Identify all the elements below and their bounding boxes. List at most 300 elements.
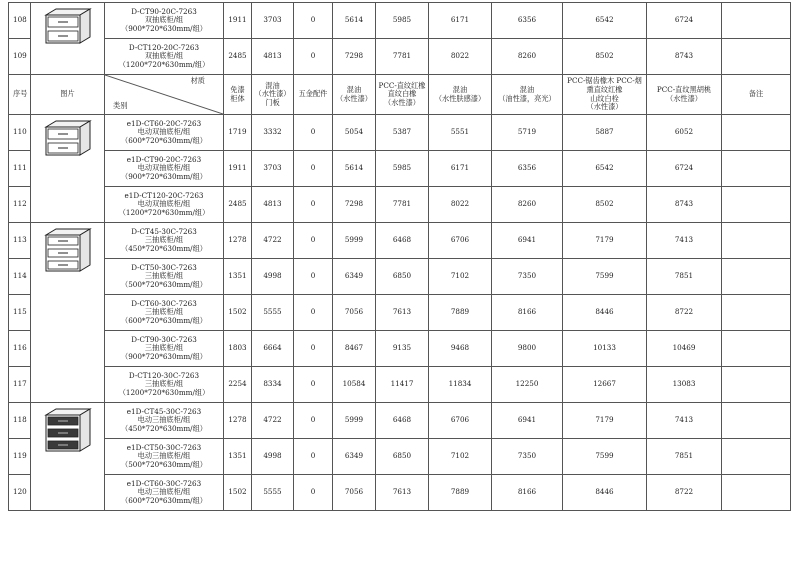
price-cell <box>224 187 252 223</box>
price-cell <box>722 223 791 259</box>
header-row <box>9 75 791 115</box>
price-value: 1719 <box>228 127 247 137</box>
price-value: 10584 <box>342 379 366 389</box>
price-value: 7781 <box>392 199 412 209</box>
model-line: e1D-CT90-20C-7263 <box>126 154 202 164</box>
price-value: 6052 <box>674 127 694 137</box>
price-cell <box>224 475 252 511</box>
price-cell <box>333 259 376 295</box>
price-cell <box>647 367 722 403</box>
price-value: 6468 <box>392 235 412 245</box>
price-cell <box>333 187 376 223</box>
price-value: 6706 <box>450 415 470 425</box>
model-line: D-CT50-30C-7263 <box>131 262 197 272</box>
price-cell <box>294 115 333 151</box>
header-col-line: 混油 <box>346 84 362 94</box>
model-line: D-CT90-30C-7263 <box>131 334 197 344</box>
price-cell <box>294 151 333 187</box>
price-value: 7179 <box>595 235 614 245</box>
model-line: （500*720*630mm/组） <box>121 279 207 289</box>
model-line: D-CT120-20C-7263 <box>128 42 200 52</box>
model-line: （600*720*630mm/组） <box>121 315 207 325</box>
model-line: 电动双抽底柜/组 <box>137 199 191 209</box>
model-line: （900*720*630mm/组） <box>121 351 207 361</box>
table-row <box>9 367 791 403</box>
price-cell <box>333 403 376 439</box>
price-cell <box>252 331 294 367</box>
price-cell <box>722 367 791 403</box>
price-value: 7851 <box>674 271 694 281</box>
price-value: 1803 <box>228 343 247 353</box>
price-cell <box>294 475 333 511</box>
model-line: 电动双抽底柜/组 <box>137 163 191 173</box>
price-cell <box>647 439 722 475</box>
price-value: 8166 <box>517 307 537 317</box>
electric-two-drawer-cabinet-icon <box>36 115 100 159</box>
price-cell <box>376 295 429 331</box>
price-value: 2485 <box>228 199 247 209</box>
price-cell <box>563 295 647 331</box>
row-number: 113 <box>13 235 27 245</box>
price-cell <box>647 39 722 75</box>
header-col-line: （水性漆） <box>666 93 702 103</box>
price-value: 5551 <box>450 127 470 137</box>
row-number: 115 <box>13 307 27 317</box>
header-col <box>429 75 492 115</box>
model-line: 双抽底柜/组 <box>144 51 184 61</box>
table-row <box>9 331 791 367</box>
header-col <box>563 75 647 115</box>
price-value: 5999 <box>344 415 364 425</box>
image-cell <box>31 3 105 75</box>
price-value: 0 <box>310 163 316 173</box>
header-col-line: 混油 <box>519 84 535 94</box>
price-cell <box>376 151 429 187</box>
price-cell <box>647 295 722 331</box>
header-col-line: 免漆 <box>230 84 245 94</box>
price-value: 6941 <box>517 235 537 245</box>
price-value: 0 <box>310 343 316 353</box>
model-line: D-CT120-30C-7263 <box>128 370 200 380</box>
price-cell <box>294 295 333 331</box>
model-cell <box>105 223 224 259</box>
row-number: 119 <box>13 451 27 461</box>
price-value: 6356 <box>517 163 537 173</box>
price-value: 4722 <box>263 415 282 425</box>
row-number-cell <box>9 475 31 511</box>
price-cell <box>294 3 333 39</box>
header-col-line: （水性肤感漆） <box>434 93 486 103</box>
model-cell <box>105 331 224 367</box>
header-col <box>647 75 722 115</box>
price-value: 7781 <box>392 51 412 61</box>
model-line: e1D-CT60-20C-7263 <box>126 118 202 128</box>
price-value: 8166 <box>517 487 537 497</box>
model-line: 电动三抽底柜/组 <box>137 487 191 497</box>
price-value: 8743 <box>674 199 694 209</box>
price-cell <box>722 403 791 439</box>
price-cell <box>492 259 563 295</box>
price-value: 6468 <box>392 415 412 425</box>
header-col-line: PCC-直纹黑胡桃 <box>656 84 712 94</box>
table-row <box>9 39 791 75</box>
price-value: 6171 <box>450 15 470 25</box>
model-line: 三抽底柜/组 <box>144 235 184 245</box>
price-cell <box>294 39 333 75</box>
header-image <box>31 75 105 115</box>
header-material-category <box>105 75 224 115</box>
price-value: 2254 <box>228 379 247 389</box>
price-cell <box>429 295 492 331</box>
header-category-label: 类别 <box>113 101 128 111</box>
price-value: 8502 <box>595 199 614 209</box>
row-number: 112 <box>13 199 27 209</box>
price-cell <box>563 39 647 75</box>
row-number: 118 <box>13 415 27 425</box>
model-line: （600*720*630mm/组） <box>121 135 207 145</box>
model-cell <box>105 187 224 223</box>
price-cell <box>252 115 294 151</box>
header-col <box>252 75 294 115</box>
price-cell <box>492 403 563 439</box>
price-cell <box>333 475 376 511</box>
header-col-line: 混油 <box>452 84 468 94</box>
header-col-line: （水性漆） <box>384 97 420 107</box>
row-number: 109 <box>13 51 27 61</box>
price-cell <box>722 3 791 39</box>
price-value: 4998 <box>263 451 282 461</box>
header-col <box>376 75 429 115</box>
price-cell <box>429 439 492 475</box>
price-cell <box>492 39 563 75</box>
price-value: 5985 <box>392 15 412 25</box>
price-cell <box>563 187 647 223</box>
price-value: 6171 <box>450 163 470 173</box>
price-cell <box>333 115 376 151</box>
price-value: 5555 <box>263 307 282 317</box>
price-cell <box>224 3 252 39</box>
price-value: 7179 <box>595 415 614 425</box>
price-cell <box>376 115 429 151</box>
price-value: 8334 <box>263 379 282 389</box>
price-cell <box>252 403 294 439</box>
price-value: 0 <box>310 199 316 209</box>
price-value: 4813 <box>263 51 282 61</box>
price-value: 10133 <box>593 343 616 353</box>
price-cell <box>492 331 563 367</box>
table-row <box>9 115 791 151</box>
price-cell <box>492 223 563 259</box>
header-col <box>492 75 563 115</box>
price-cell <box>429 223 492 259</box>
price-value: 2485 <box>228 51 247 61</box>
price-value: 0 <box>310 415 316 425</box>
model-line: 双抽底柜/组 <box>144 15 184 25</box>
model-line: （500*720*630mm/组） <box>121 459 207 469</box>
price-value: 5719 <box>517 127 537 137</box>
price-cell <box>252 259 294 295</box>
price-cell <box>224 39 252 75</box>
price-value: 5555 <box>263 487 282 497</box>
price-cell <box>376 439 429 475</box>
price-cell <box>294 187 333 223</box>
price-cell <box>722 115 791 151</box>
row-number: 108 <box>13 15 27 25</box>
price-cell <box>224 259 252 295</box>
price-cell <box>429 331 492 367</box>
price-cell <box>376 223 429 259</box>
price-value: 8260 <box>517 51 537 61</box>
price-value: 6850 <box>392 451 412 461</box>
row-number-cell <box>9 403 31 439</box>
row-number: 116 <box>13 343 27 353</box>
price-value: 8446 <box>595 307 614 317</box>
model-line: D-CT60-30C-7263 <box>131 298 197 308</box>
price-value: 9468 <box>450 343 470 353</box>
price-value: 4813 <box>263 199 282 209</box>
price-cell <box>492 367 563 403</box>
price-value: 7102 <box>450 271 470 281</box>
price-value: 7851 <box>674 451 694 461</box>
image-cell <box>31 115 105 223</box>
price-value: 7056 <box>344 487 364 497</box>
image-cell <box>31 223 105 403</box>
model-line: （1200*720*630mm/组） <box>118 387 210 397</box>
header-col <box>294 75 333 115</box>
price-cell <box>563 403 647 439</box>
row-number-cell <box>9 39 31 75</box>
price-cell <box>647 259 722 295</box>
price-cell <box>429 187 492 223</box>
price-value: 0 <box>310 235 316 245</box>
price-value: 5614 <box>344 163 364 173</box>
price-cell <box>722 331 791 367</box>
model-line: （1200*720*630mm/组） <box>118 59 210 69</box>
price-cell <box>376 403 429 439</box>
price-value: 6542 <box>595 163 614 173</box>
price-value: 8022 <box>450 199 470 209</box>
price-cell <box>333 439 376 475</box>
price-cell <box>333 367 376 403</box>
price-cell <box>492 151 563 187</box>
price-value: 7613 <box>392 487 412 497</box>
price-cell <box>492 187 563 223</box>
price-cell <box>294 367 333 403</box>
header-col-line: PCC-直纹红橡 <box>378 80 426 90</box>
price-value: 11417 <box>390 379 414 389</box>
header-col-line: 山纹白栓 <box>590 93 619 103</box>
electric-three-drawer-cabinet-icon <box>36 403 100 455</box>
price-value: 1911 <box>228 15 247 25</box>
price-value: 7413 <box>674 235 694 245</box>
price-value: 6542 <box>595 15 614 25</box>
price-value: 6850 <box>392 271 412 281</box>
header-col-line: 柜体 <box>230 93 245 103</box>
price-value: 1278 <box>228 415 247 425</box>
price-cell <box>429 115 492 151</box>
price-value: 1351 <box>228 271 247 281</box>
table-row <box>9 187 791 223</box>
header-seq-label: 序号 <box>13 89 28 99</box>
price-cell <box>252 475 294 511</box>
price-value: 0 <box>310 271 316 281</box>
price-cell <box>563 331 647 367</box>
price-cell <box>647 403 722 439</box>
price-cell <box>492 115 563 151</box>
row-number: 117 <box>13 379 27 389</box>
header-col-line: 混油 <box>265 80 280 90</box>
price-value: 6356 <box>517 15 537 25</box>
price-value: 1351 <box>228 451 247 461</box>
header-seq <box>9 75 31 115</box>
price-value: 7350 <box>517 451 537 461</box>
table-row <box>9 403 791 439</box>
price-cell <box>333 295 376 331</box>
price-cell <box>252 151 294 187</box>
header-col-line: （油性漆，亮光） <box>498 93 556 103</box>
price-cell <box>563 439 647 475</box>
header-col-line: （水性漆） <box>254 89 291 99</box>
price-cell <box>563 3 647 39</box>
price-value: 1502 <box>228 307 247 317</box>
price-cell <box>333 151 376 187</box>
image-cell <box>31 403 105 511</box>
price-cell <box>224 331 252 367</box>
price-value: 3703 <box>263 15 282 25</box>
price-cell <box>722 151 791 187</box>
price-value: 7599 <box>595 451 614 461</box>
model-line: （600*720*630mm/组） <box>121 495 207 505</box>
model-line: （450*720*630mm/组） <box>121 423 207 433</box>
table-row <box>9 259 791 295</box>
model-line: （900*720*630mm/组） <box>121 171 207 181</box>
price-cell <box>429 151 492 187</box>
row-number-cell <box>9 187 31 223</box>
price-cell <box>294 259 333 295</box>
price-cell <box>224 223 252 259</box>
model-line: 三抽底柜/组 <box>144 343 184 353</box>
model-cell <box>105 3 224 39</box>
price-cell <box>294 331 333 367</box>
price-cell <box>333 223 376 259</box>
price-value: 0 <box>310 487 316 497</box>
model-cell <box>105 259 224 295</box>
model-cell <box>105 115 224 151</box>
row-number-cell <box>9 223 31 259</box>
price-value: 8446 <box>595 487 614 497</box>
price-value: 5387 <box>392 127 412 137</box>
table-row <box>9 223 791 259</box>
model-line: 三抽底柜/组 <box>144 271 184 281</box>
price-value: 4722 <box>263 235 282 245</box>
price-cell <box>647 151 722 187</box>
price-cell <box>252 39 294 75</box>
price-value: 8722 <box>674 487 694 497</box>
price-cell <box>224 439 252 475</box>
row-number-cell <box>9 331 31 367</box>
header-col-line: 直纹白橡 <box>387 89 417 99</box>
price-cell <box>252 223 294 259</box>
price-cell <box>294 439 333 475</box>
price-value: 7298 <box>344 51 364 61</box>
price-value: 0 <box>310 307 316 317</box>
price-value: 5054 <box>344 127 364 137</box>
model-line: 电动双抽底柜/组 <box>137 127 191 137</box>
price-cell <box>563 367 647 403</box>
price-cell <box>722 295 791 331</box>
model-line: （450*720*630mm/组） <box>121 243 207 253</box>
table-row <box>9 439 791 475</box>
model-cell <box>105 295 224 331</box>
two-drawer-cabinet-icon <box>36 3 100 47</box>
price-value: 5614 <box>344 15 364 25</box>
price-value: 5887 <box>595 127 614 137</box>
price-cell <box>376 3 429 39</box>
price-cell <box>224 367 252 403</box>
model-line: e1D-CT45-30C-7263 <box>126 406 202 416</box>
price-cell <box>376 475 429 511</box>
row-number-cell <box>9 367 31 403</box>
price-value: 6349 <box>344 271 364 281</box>
price-value: 7889 <box>450 487 470 497</box>
price-cell <box>252 187 294 223</box>
price-cell <box>376 367 429 403</box>
header-col-line: 熏直纹红橡 <box>586 84 623 94</box>
model-cell <box>105 439 224 475</box>
price-cell <box>224 115 252 151</box>
header-col-line: （水性漆） <box>336 93 372 103</box>
price-value: 1911 <box>228 163 247 173</box>
model-line: e1D-CT60-30C-7263 <box>126 478 202 488</box>
header-col-line: （水性漆） <box>586 102 623 112</box>
row-number: 110 <box>13 127 27 137</box>
price-cell <box>429 259 492 295</box>
price-cell <box>376 39 429 75</box>
price-value: 6349 <box>344 451 364 461</box>
price-cell <box>429 3 492 39</box>
price-value: 9800 <box>517 343 537 353</box>
price-value: 6941 <box>517 415 537 425</box>
three-drawer-cabinet-icon <box>36 223 100 275</box>
price-cell <box>563 223 647 259</box>
price-cell <box>563 115 647 151</box>
row-number-cell <box>9 295 31 331</box>
price-value: 3703 <box>263 163 282 173</box>
price-value: 8022 <box>450 51 470 61</box>
header-image-label: 图片 <box>60 89 75 99</box>
price-value: 7613 <box>392 307 412 317</box>
price-cell <box>224 295 252 331</box>
row-number-cell <box>9 151 31 187</box>
price-cell <box>333 3 376 39</box>
model-line: 电动三抽底柜/组 <box>137 415 191 425</box>
price-value: 5999 <box>344 235 364 245</box>
price-cell <box>429 403 492 439</box>
price-value: 6706 <box>450 235 470 245</box>
row-number-cell <box>9 259 31 295</box>
price-cell <box>563 259 647 295</box>
price-value: 0 <box>310 379 316 389</box>
table-row <box>9 295 791 331</box>
price-value: 9135 <box>392 343 412 353</box>
price-value: 8502 <box>595 51 614 61</box>
price-value: 12250 <box>515 379 539 389</box>
price-value: 6724 <box>674 163 694 173</box>
price-cell <box>492 475 563 511</box>
model-line: 电动三抽底柜/组 <box>137 451 191 461</box>
price-value: 0 <box>310 127 316 137</box>
price-value: 1278 <box>228 235 247 245</box>
